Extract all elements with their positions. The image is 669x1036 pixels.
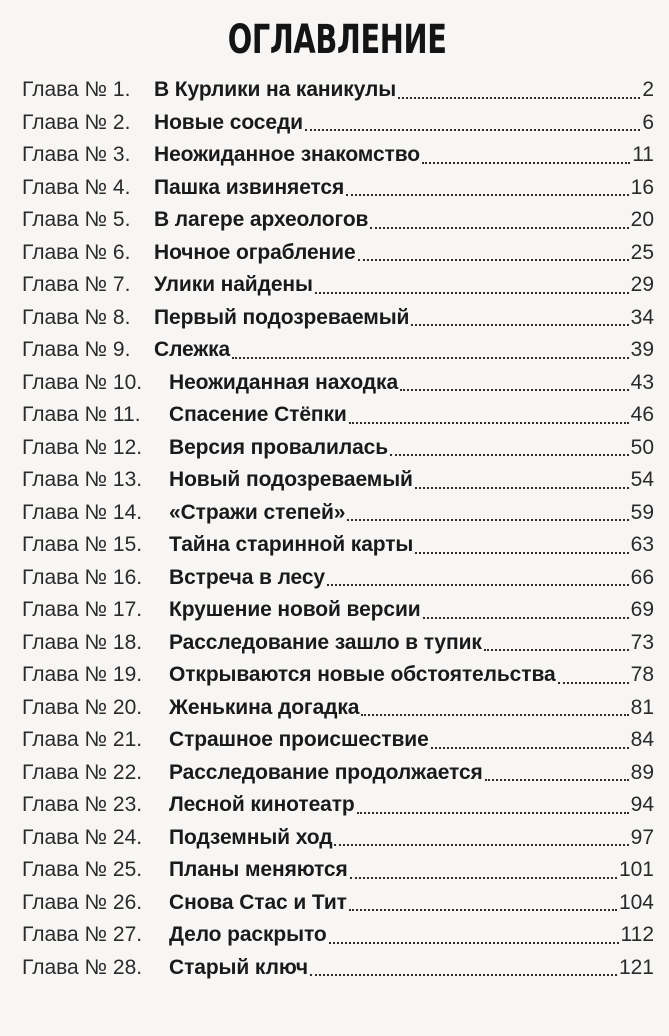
chapter-title: В лагере археологов [154, 208, 369, 231]
dot-leader [327, 584, 629, 586]
page-number: 11 [632, 143, 654, 166]
dot-leader [422, 162, 630, 164]
dot-leader [415, 487, 629, 489]
page-number: 2 [642, 78, 654, 101]
dot-leader [484, 649, 629, 651]
page-number: 29 [630, 273, 654, 296]
chapter-title: Страшное происшествие [169, 728, 429, 751]
dot-leader [334, 844, 628, 846]
chapter-title: Старый ключ [169, 955, 308, 979]
chapter-title: Женькина догадка [169, 695, 360, 719]
toc-entry[interactable] [22, 204, 654, 237]
toc-entry[interactable] [22, 74, 654, 107]
dot-leader [357, 812, 629, 814]
page-number: 81 [630, 695, 654, 719]
chapter-title: Улики найдены [154, 273, 313, 296]
chapter-title: Планы меняются [169, 858, 348, 881]
toc-entry[interactable] [22, 399, 654, 432]
toc-entry[interactable] [22, 757, 654, 790]
dot-leader [400, 389, 629, 391]
chapter-number: Глава № 9. [22, 338, 131, 361]
dot-leader [349, 909, 617, 911]
chapter-title: Пашка извиняется [154, 175, 345, 199]
page-number: 101 [618, 858, 654, 881]
toc-entry[interactable] [22, 822, 654, 855]
chapter-number: Глава № 22. [22, 760, 143, 784]
toc-entry[interactable] [22, 724, 654, 757]
dot-leader [358, 259, 629, 261]
toc-entry[interactable] [22, 952, 654, 985]
page-number: 39 [630, 338, 654, 361]
chapter-title: Новые соседи [154, 110, 303, 134]
page-number: 84 [630, 728, 654, 751]
page-number: 54 [630, 468, 654, 491]
chapter-number: Глава № 15. [22, 533, 143, 556]
chapter-number: Глава № 24. [22, 825, 143, 849]
page-number: 66 [630, 565, 654, 589]
dot-leader [305, 129, 640, 131]
dot-leader [315, 292, 629, 294]
toc-entry[interactable] [22, 854, 654, 887]
dot-leader [411, 324, 628, 326]
dot-leader [347, 519, 628, 521]
page-number: 20 [630, 208, 654, 231]
page-number: 89 [630, 760, 654, 784]
chapter-number: Глава № 8. [22, 305, 131, 329]
page-number: 78 [630, 663, 654, 686]
chapter-number: Глава № 23. [22, 793, 143, 816]
page-number: 16 [630, 175, 654, 199]
dot-leader [423, 617, 629, 619]
page-number: 97 [630, 825, 654, 849]
dot-leader [349, 422, 629, 424]
toc-entry[interactable] [22, 594, 654, 627]
toc-entry[interactable] [22, 789, 654, 822]
dot-leader [415, 552, 628, 554]
chapter-title: Встреча в лесу [169, 565, 325, 589]
toc-entry[interactable] [22, 107, 654, 140]
dot-leader [361, 714, 628, 716]
chapter-number: Глава № 19. [22, 663, 143, 686]
page-number: 59 [630, 500, 654, 524]
page-number: 73 [630, 630, 654, 654]
chapter-number: Глава № 13. [22, 468, 143, 491]
chapter-title: Дело раскрыто [169, 923, 327, 946]
chapter-title: Открываются новые обстоятельства [169, 663, 556, 686]
page-number: 46 [630, 403, 654, 426]
chapter-title: Неожиданная находка [169, 370, 399, 394]
dot-leader [329, 942, 619, 944]
chapter-title: Расследование зашло в тупик [169, 630, 482, 654]
page-number: 104 [618, 890, 654, 914]
toc-entry[interactable] [22, 919, 654, 952]
chapter-number: Глава № 11. [22, 403, 141, 426]
page-number: 25 [630, 240, 654, 264]
dot-leader [310, 974, 617, 976]
chapter-number: Глава № 21. [22, 728, 143, 751]
dot-leader [346, 194, 628, 196]
chapter-title: Первый подозреваемый [154, 305, 410, 329]
page-title: ОГЛАВЛЕНИЕ [227, 17, 447, 63]
chapter-number: Глава № 28. [22, 955, 143, 979]
toc-entry[interactable] [22, 334, 654, 367]
toc-entry[interactable] [22, 562, 654, 595]
chapter-number: Глава № 16. [22, 565, 143, 589]
toc-entry[interactable] [22, 237, 654, 270]
toc-entry[interactable] [22, 464, 654, 497]
chapter-number: Глава № 17. [22, 598, 143, 621]
page-number: 50 [630, 435, 654, 459]
toc-entry[interactable] [22, 139, 654, 172]
toc-entry[interactable] [22, 659, 654, 692]
page-number: 6 [642, 110, 654, 134]
page-number: 112 [620, 923, 654, 946]
chapter-title: Расследование продолжается [169, 760, 483, 784]
toc-entry[interactable] [22, 692, 654, 725]
toc-entry[interactable] [22, 887, 654, 920]
dot-leader [350, 877, 617, 879]
chapter-title: Лесной кинотеатр [169, 793, 355, 816]
page-number: 69 [630, 598, 654, 621]
chapter-number: Глава № 26. [22, 890, 143, 914]
dot-leader [390, 454, 629, 456]
chapter-number: Глава № 25. [22, 858, 143, 881]
chapter-title: Подземный ход [169, 825, 333, 849]
chapter-number: Глава № 7. [22, 273, 131, 296]
chapter-number: Глава № 6. [22, 240, 131, 264]
toc-entry[interactable] [22, 367, 654, 400]
chapter-title: Снова Стас и Тит [169, 890, 347, 914]
dot-leader [370, 227, 628, 229]
toc-entry[interactable] [22, 497, 654, 530]
toc-entry[interactable] [22, 302, 654, 335]
chapter-number: Глава № 27. [22, 923, 143, 946]
chapter-title: Версия провалилась [169, 435, 389, 459]
chapter-number: Глава № 2. [22, 110, 131, 134]
page-number: 94 [630, 793, 654, 816]
toc-entry[interactable] [22, 269, 654, 302]
chapter-number: Глава № 5. [22, 208, 131, 231]
toc-entry[interactable] [22, 172, 654, 205]
toc-entry[interactable] [22, 529, 654, 562]
chapter-title: Новый подозреваемый [169, 468, 413, 491]
page-number: 63 [630, 533, 654, 556]
chapter-title: Неожиданное знакомство [154, 143, 420, 166]
chapter-number: Глава № 1. [22, 78, 131, 101]
chapter-number: Глава № 12. [22, 435, 143, 459]
dot-leader [431, 747, 629, 749]
chapter-title: Крушение новой версии [169, 598, 421, 621]
chapter-title: Ночное ограбление [154, 240, 356, 264]
dot-leader [485, 779, 629, 781]
page-number: 43 [630, 370, 654, 394]
chapter-title: «Стражи степей» [169, 500, 346, 524]
toc-entry[interactable] [22, 627, 654, 660]
chapter-number: Глава № 10. [22, 370, 143, 394]
toc-entry[interactable] [22, 432, 654, 465]
chapter-number: Глава № 18. [22, 630, 143, 654]
table-of-contents [22, 74, 654, 984]
chapter-title: Слежка [154, 338, 231, 361]
chapter-title: Спасение Стёпки [169, 403, 347, 426]
chapter-number: Глава № 3. [22, 143, 131, 166]
page-number: 34 [630, 305, 654, 329]
chapter-title: Тайна старинной карты [169, 533, 414, 556]
chapter-number: Глава № 20. [22, 695, 143, 719]
chapter-number: Глава № 14. [22, 500, 143, 524]
chapter-title: В Курлики на каникулы [154, 78, 397, 101]
dot-leader [558, 682, 629, 684]
page-number: 121 [618, 955, 654, 979]
chapter-number: Глава № 4. [22, 175, 131, 199]
dot-leader [232, 357, 629, 359]
dot-leader [398, 97, 640, 99]
